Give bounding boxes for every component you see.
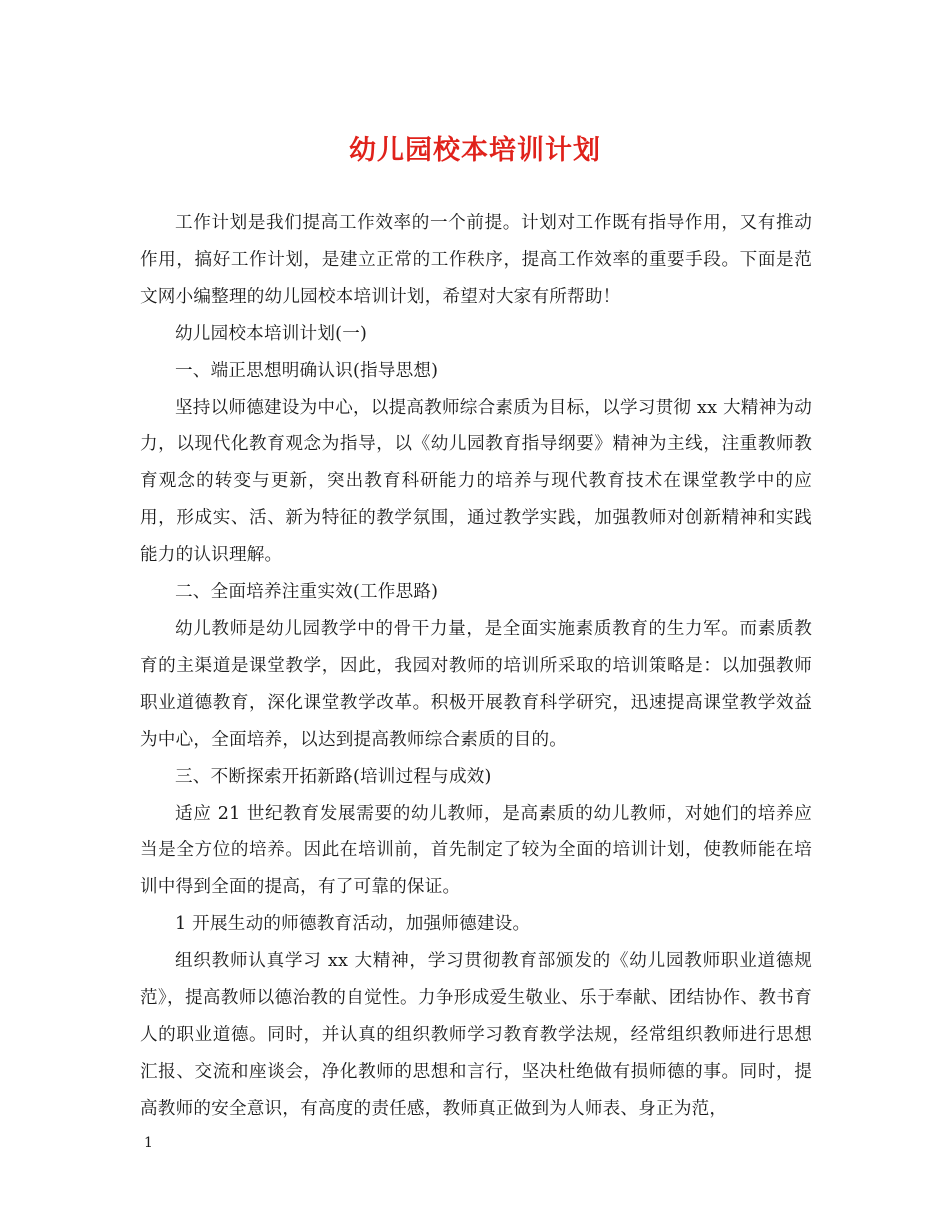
paragraph-training-process: 适应 21 世纪教育发展需要的幼儿教师，是高素质的幼儿教师，对她们的培养应当是全方位的培养。因此在培训前，首先制定了较为全面的培训计划，使教师能在培训中得到全面的提高，有了可靠的保证。 xyxy=(140,803,812,898)
paragraph-ethics-activities: 组织教师认真学习 xx 大精神，学习贯彻教育部颁发的《幼儿园教师职业道德规范》，提高教师以德治教的自觉性。力争形成爱生敬业、乐于奉献、团结协作、教书育人的职业道德。同时，并认真的组织教师学习教育教学法规，经常组织教师进行思想汇报、交流和座谈会，净化教师的思想和言行，坚决杜绝做有损师德的事。同时，提高教师的安全意识，有高度的责任感，教师真正做到为人师表、身正为范， xyxy=(140,951,812,1119)
document-body xyxy=(140,205,812,1128)
paragraph-work-approach: 幼儿教师是幼儿园教学中的骨干力量，是全面实施素质教育的生力军。而素质教育的主渠道是课堂教学，因此，我园对教师的培训所采取的培训策略是：以加强教师职业道德教育，深化课堂教学改革。积极开展教育科学研究，迅速提高课堂教学效益为中心，全面培养，以达到提高教师综合素质的目的。 xyxy=(140,618,812,750)
section-heading-work-approach: 二、全面培养注重实效(工作思路) xyxy=(175,582,439,603)
page-number: 1 xyxy=(144,1135,153,1151)
section-heading-plan-one: 幼儿园校本培训计划(一) xyxy=(175,323,368,344)
document-title: 幼儿园校本培训计划 xyxy=(349,135,601,166)
section-heading-guiding-thought: 一、端正思想明确认识(指导思想) xyxy=(175,360,439,381)
paragraph-intro: 工作计划是我们提高工作效率的一个前提。计划对工作既有指导作用，又有推动作用，搞好工作计划，是建立正常的工作秩序，提高工作效率的重要手段。下面是范文网小编整理的幼儿园校本培训计划，希望对大家有所帮助！ xyxy=(140,213,812,307)
subheading-ethics-activities: 1 开展生动的师德教育活动，加强师德建设。 xyxy=(175,914,531,935)
section-heading-training-process: 三、不断探索开拓新路(培训过程与成效) xyxy=(175,766,492,787)
paragraph-guiding-thought: 坚持以师德建设为中心，以提高教师综合素质为目标，以学习贯彻 xx 大精神为动力，以现代化教育观念为指导，以《幼儿园教育指导纲要》精神为主线，注重教师教育观念的转变与更新，突出教育科研能力的培养与现代教育技术在课堂教学中的应用，形成实、活、新为特征的教学氛围，通过教学实践，加强教师对创新精神和实践能力的认识理解。 xyxy=(140,397,812,566)
